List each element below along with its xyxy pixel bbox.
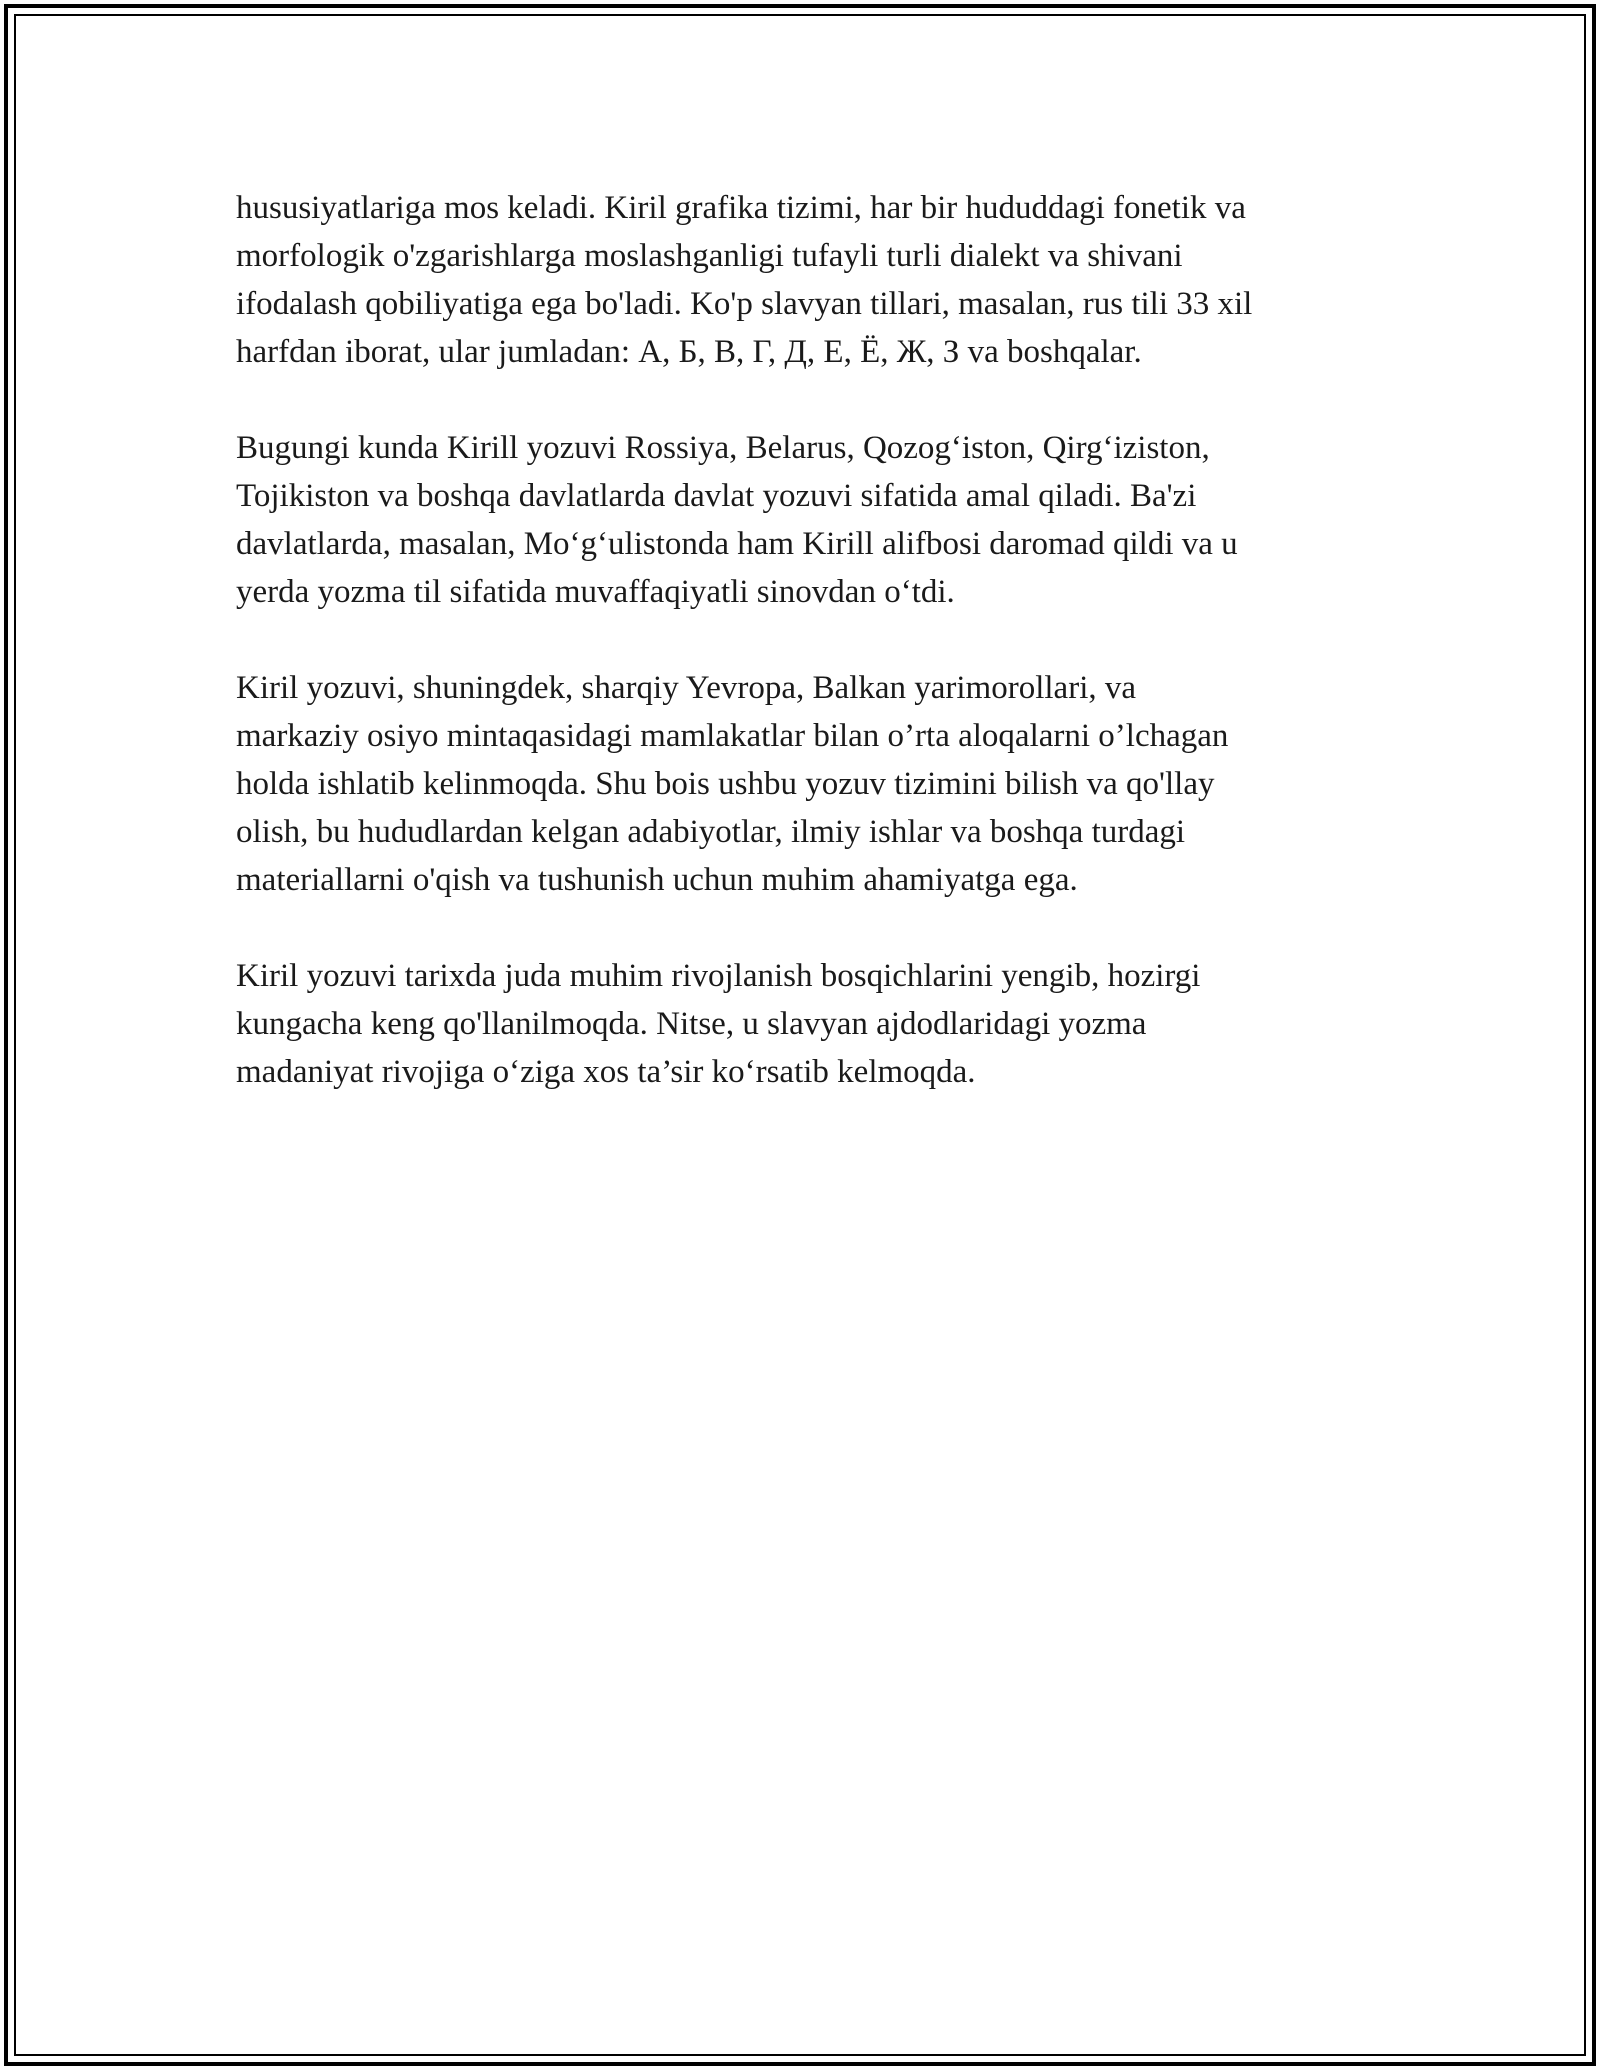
text-line: davlatlarda, masalan, Moʻgʻulistonda ham Kirill alifbosi daromad qildi va u [236,526,1238,562]
text-line: kungacha keng qo'llanilmoqda. Nitse, u slavyan ajdodlaridagi yozma [236,1006,1147,1042]
text-line: morfologik o'zgarishlarga moslashganligi tufayli turli dialekt va shivani [236,238,1183,274]
document-body [236,184,1376,1144]
text-line: markaziy osiyo mintaqasidagi mamlakatlar bilan o’rta aloqalarni o’lchagan [236,718,1229,754]
text-line: holda ishlatib kelinmoqda. Shu bois ushbu yozuv tizimini bilish va qo'llay [236,766,1215,802]
text-line: harfdan iborat, ular jumladan: А, Б, В, Г, Д, Е, Ё, Ж, З va boshqalar. [236,334,1142,370]
text-line: Bugungi kunda Kirill yozuvi Rossiya, Belarus, Qozogʻiston, Qirgʻiziston, [236,430,1210,466]
text-line: materiallarni o'qish va tushunish uchun muhim ahamiyatga ega. [236,862,1078,898]
paragraph-3 [236,664,1376,904]
text-line: ifodalash qobiliyatiga ega bo'ladi. Ko'p slavyan tillari, masalan, rus tili 33 xil [236,286,1253,322]
paragraph-1 [236,184,1376,376]
paragraph-4 [236,952,1376,1096]
text-line: olish, bu hududlardan kelgan adabiyotlar, ilmiy ishlar va boshqa turdagi [236,814,1186,850]
text-line: Kiril yozuvi, shuningdek, sharqiy Yevropa, Balkan yarimorollari, va [236,670,1137,706]
text-line: madaniyat rivojiga oʻziga xos ta’sir koʻrsatib kelmoqda. [236,1054,976,1090]
text-line: Tojikiston va boshqa davlatlarda davlat yozuvi sifatida amal qiladi. Ba'zi [236,478,1197,514]
text-line: Kiril yozuvi tarixda juda muhim rivojlanish bosqichlarini yengib, hozirgi [236,958,1201,994]
text-line: yerda yozma til sifatida muvaffaqiyatli sinovdan oʻtdi. [236,574,955,610]
text-line: hususiyatlariga mos keladi. Kiril grafika tizimi, har bir hududdagi fonetik va [236,190,1246,226]
paragraph-2 [236,424,1376,616]
